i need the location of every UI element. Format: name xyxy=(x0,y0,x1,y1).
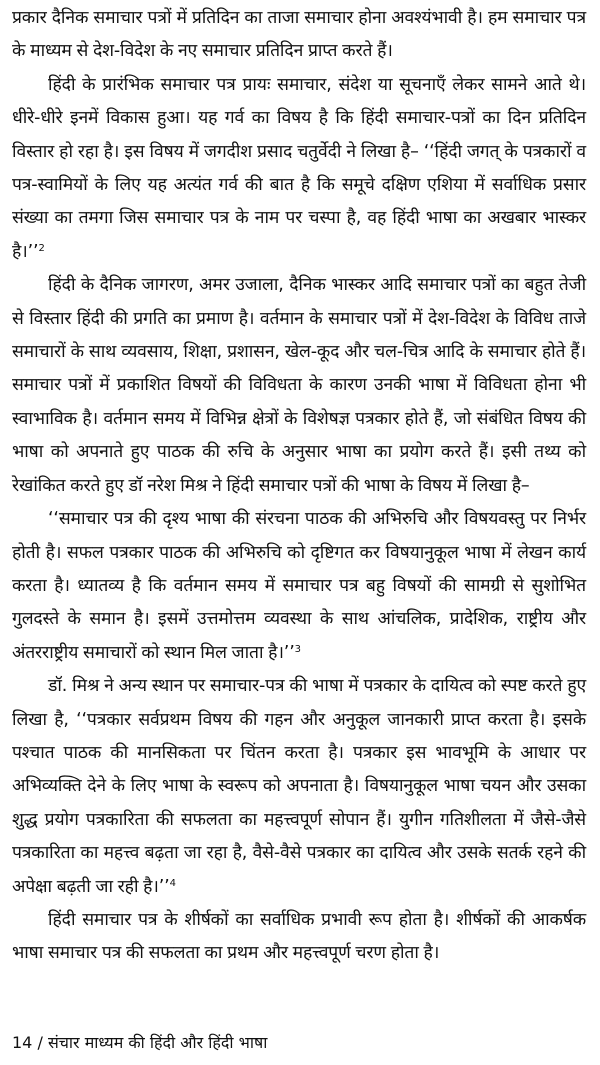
paragraph-text: हिंदी के प्रारंभिक समाचार पत्र प्रायः समाचार, संदेश या सूचनाएँ लेकर सामने आते थे। धीरे-धीरे इनमें विकास हुआ। यह गर्व का विषय है कि हिंदी समाचार-पत्रों का दिन प्रतिदिन विस्तार हो रहा है। इस विषय में जगदीश प्रसाद चतुर्वेदी ने लिखा है– ‘‘हिंदी जगत् के पत्रकारों व पत्र-स्वामियों के लिए यह अत्यंत गर्व की बात है कि समूचे दक्षिण एशिया में सर्वाधिक प्रसार संख्या का तमगा जिस समाचार पत्र के नाम पर चस्पा है, वह हिंदी भाषा का अखबार भास्कर है।’’ xyxy=(12,74,586,262)
block-quotation xyxy=(12,503,586,670)
footnote-reference: 4 xyxy=(169,877,176,889)
paragraph-newspaper-expansion xyxy=(12,269,586,503)
paragraph-text: प्रकार दैनिक समाचार पत्रों में प्रतिदिन का ताजा समाचार होना अवश्यंभावी है। हम समाचार पत्र के माध्यम से देश-विदेश के नए समाचार प्रतिदिन प्राप्त करते हैं। xyxy=(12,8,586,62)
paragraph-text: हिंदी के दैनिक जागरण, अमर उजाला, दैनिक भास्कर आदि समाचार पत्रों का बहुत तेजी से विस्तार हिंदी की प्रगति का प्रमाण है। वर्तमान के समाचार पत्रों में देश-विदेश के विविध ताजे समाचारों के साथ व्यवसाय, शिक्षा, प्रशासन, खेल-कूद और चल-चित्र आदि के समाचार होते हैं। समाचार पत्रों में प्रकाशित विषयों की विविधता के कारण उनकी भाषा में विविधता होना भी स्वाभाविक है। वर्तमान समय में विभिन्न क्षेत्रों के विशेषज्ञ पत्रकार होते हैं, जो संबंधित विषय की भाषा को अपनाते हुए पाठक की रुचि के अनुसार भाषा का प्रयोग करते हैं। इसी तथ्य को रेखांकित करते हुए डॉ नरेश मिश्र ने हिंदी समाचार पत्रों की भाषा के विषय में लिखा है– xyxy=(12,275,586,496)
paragraph-text: डॉ. मिश्र ने अन्य स्थान पर समाचार-पत्र की भाषा में पत्रकार के दायित्व को स्पष्ट करते हुए लिखा है, ‘‘पत्रकार सर्वप्रथम विषय की गहन और अनुकूल जानकारी प्राप्त करता है। इसके पश्चात पाठक की मानसिकता पर चिंतन करता है। पत्रकार इस भावभूमि के आधार पर अभिव्यक्ति देने के लिए भाषा के स्वरूप को अपनाता है। विषयानुकूल भाषा चयन और उसका शुद्ध प्रयोग पत्रकारिता की सफलता का महत्त्वपूर्ण सोपान हैं। युगीन गतिशीलता में जैसे-जैसे पत्रकारिता का महत्त्व बढ़ता जा रहा है, वैसे-वैसे पत्रकार का दायित्व और उसके सतर्क रहने की अपेक्षा बढ़ती जा रही है।’’ xyxy=(12,676,586,897)
running-book-title: संचार माध्यम की हिंदी और हिंदी भाषा xyxy=(47,1033,268,1052)
page-footer xyxy=(12,1031,267,1053)
footer-separator: / xyxy=(37,1033,43,1052)
paragraph-continuation xyxy=(12,2,586,69)
paragraph-headlines xyxy=(12,904,586,971)
quotation-text: ‘‘समाचार पत्र की दृश्य भाषा की संरचना पाठक की अभिरुचि और विषयवस्तु पर निर्भर होती है। सफल पत्रकार पाठक की अभिरुचि को दृष्टिगत कर विषयानुकूल भाषा में लेखन कार्य करता है। ध्यातव्य है कि वर्तमान समय में समाचार पत्र बहु विषयों की सामग्री से सुशोभित गुलदस्ते के समान है। इसमें उत्तमोत्तम व्यवस्था के साथ आंचलिक, प्रादेशिक, राष्ट्रीय और अंतरराष्ट्रीय समाचारों को स्थान मिल जाता है।’’ xyxy=(12,509,586,663)
page-number: 14 xyxy=(12,1033,33,1052)
paragraph-journalist-responsibility xyxy=(12,670,586,904)
paragraph-hindi-early-newspapers xyxy=(12,69,586,269)
paragraph-text: हिंदी समाचार पत्र के शीर्षकों का सर्वाधिक प्रभावी रूप होता है। शीर्षकों की आकर्षक भाषा समाचार पत्र की सफलता का प्रथम और महत्त्वपूर्ण चरण होता है। xyxy=(12,909,586,964)
footnote-reference: 2 xyxy=(38,242,45,254)
footnote-reference: 3 xyxy=(294,643,301,655)
